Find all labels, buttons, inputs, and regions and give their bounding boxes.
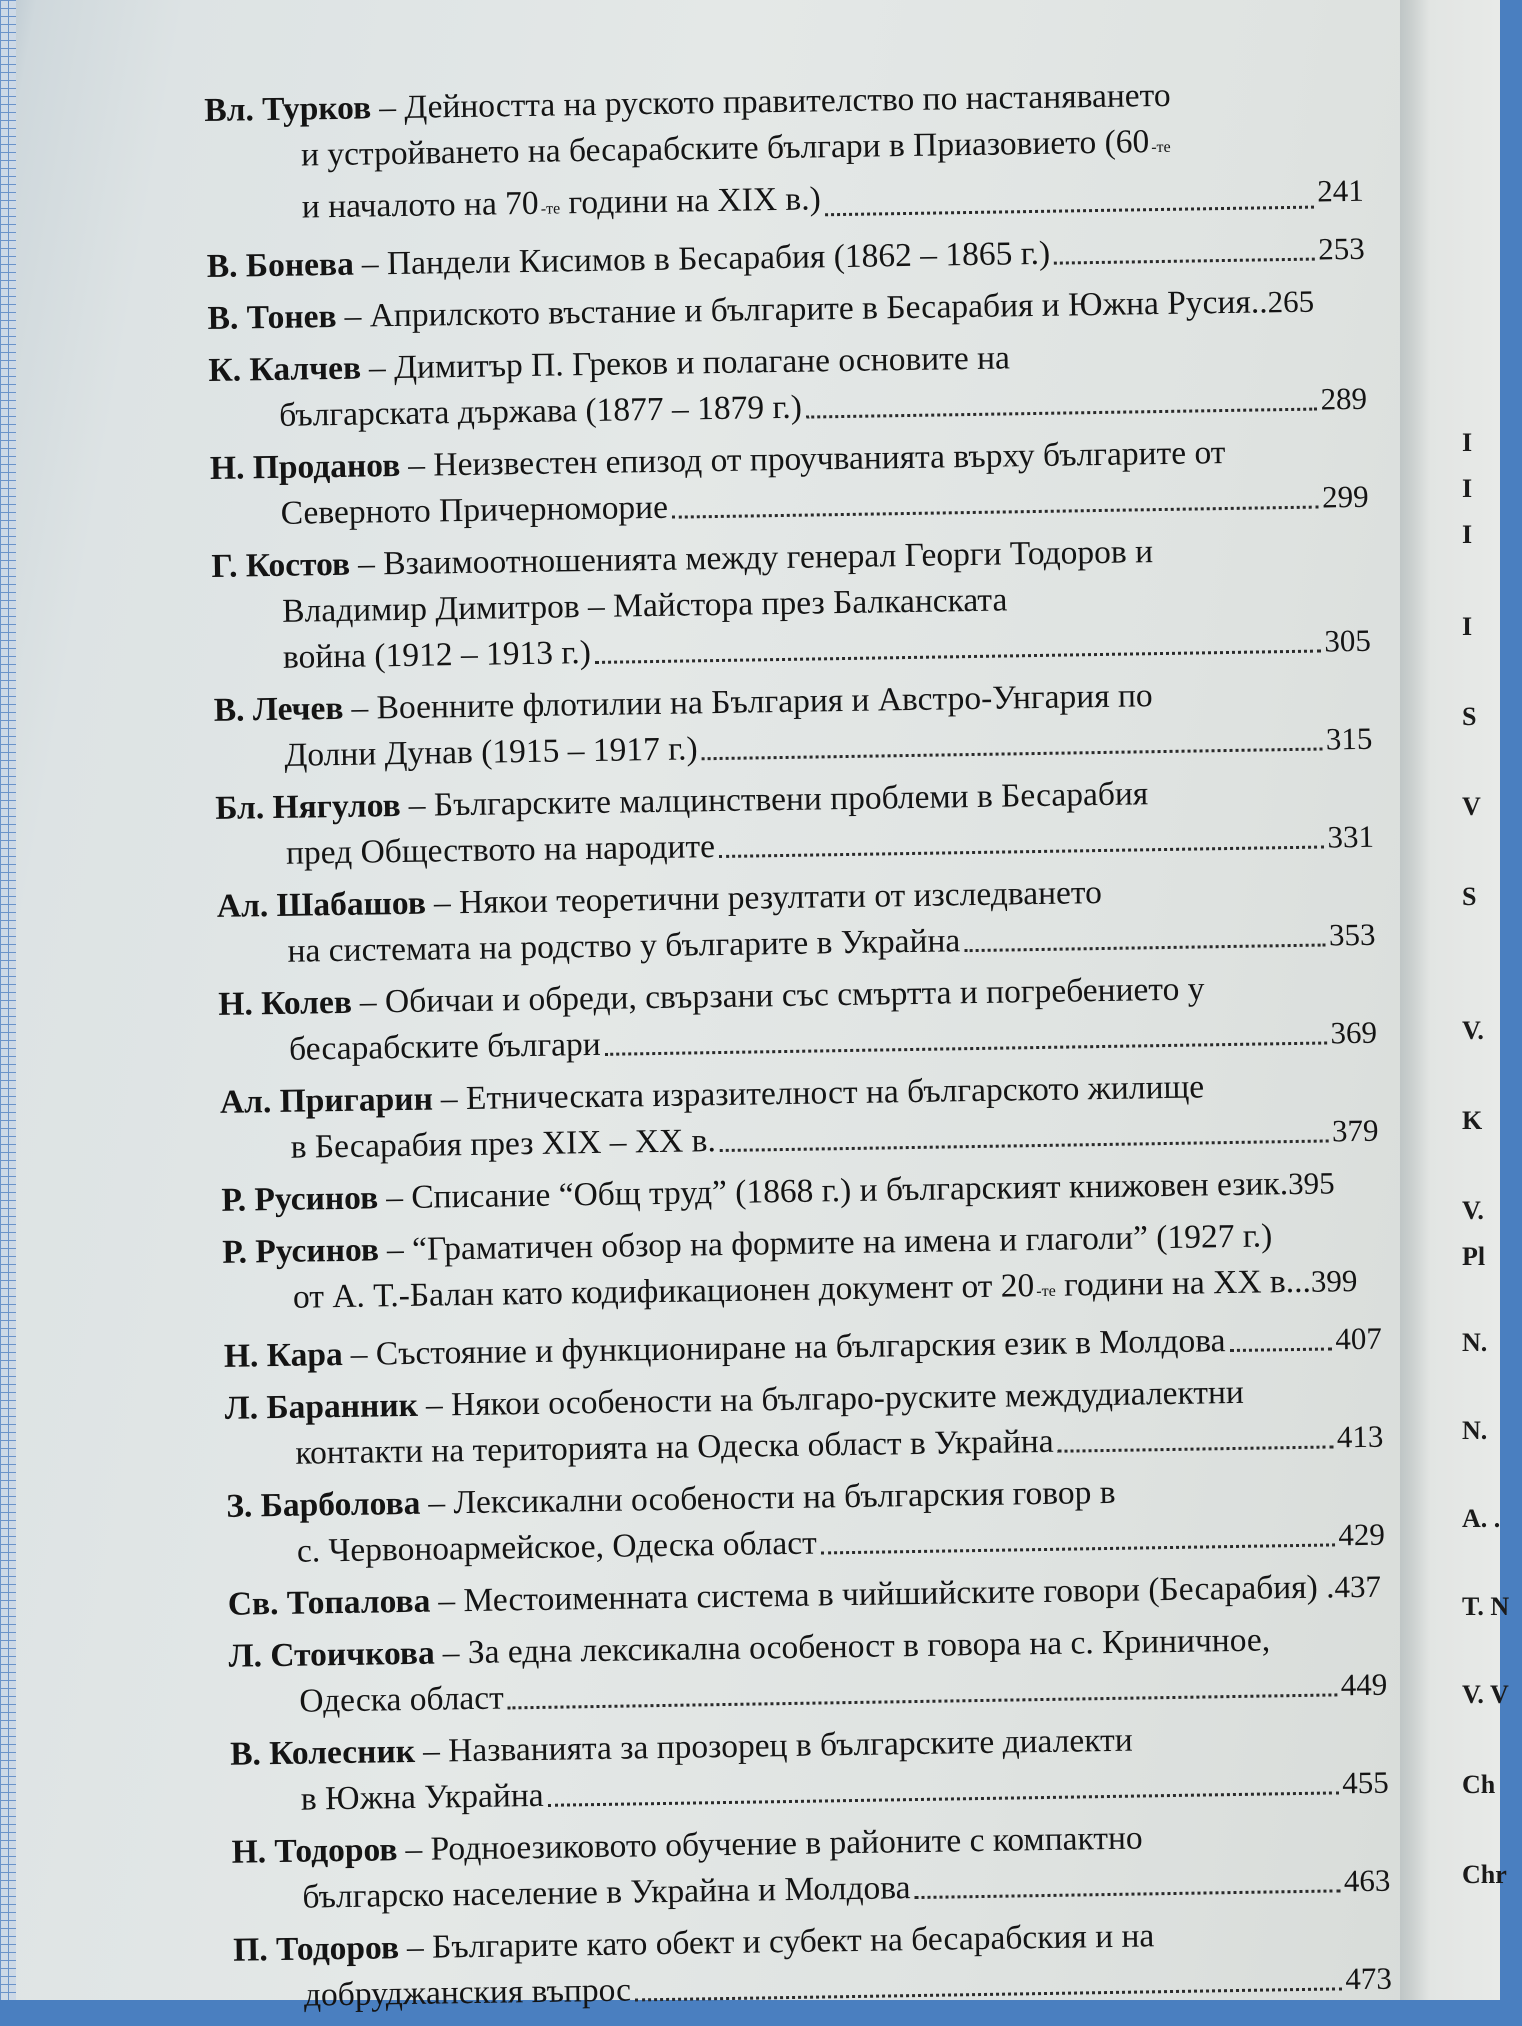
entry-title-line: българско население в Украйна и Молдова [302,1865,911,1921]
entry-author: Р. Русинов [222,1227,379,1275]
toc-entry [230,1714,1389,1824]
entry-author: В. Тонев [207,294,337,342]
toc-entry [210,428,1369,538]
fragment: V. V [1462,1680,1509,1710]
toc-entry [211,526,1371,682]
entry-title-line: Владимир Димитров – Майстора през Балканската [282,577,1008,634]
fragment: K [1462,1106,1482,1136]
entry-author: З. Барболова [226,1481,421,1530]
entry-author: В. Бонева [206,242,354,290]
toc-entry [204,70,1364,238]
page-number: 315 [1326,716,1373,763]
fragment: I [1462,520,1472,550]
entry-title-line: контакти на територията на Одеска област в Украйна [295,1419,1054,1477]
fragment: Chr [1462,1860,1507,1890]
page-number: 473 [1345,1956,1392,2003]
entry-author: Вл. Турков [204,85,372,134]
fragment: S [1462,702,1476,732]
toc-entry [220,1062,1379,1172]
entry-title-line: Северното Причерноморие [280,485,668,537]
fragment: A. . [1462,1504,1500,1534]
dot-leader [508,1692,1337,1709]
entry-author: Г. Костов [211,542,350,590]
page-number: 455 [1342,1760,1389,1807]
dot-leader [595,649,1321,664]
entry-author: Н. Проданов [210,443,401,492]
fragment: S [1462,882,1476,912]
table-of-contents [204,70,1392,2026]
toc-entry [217,866,1376,976]
entry-author: Р. Русинов [221,1175,378,1223]
entry-title: – Пандели Кисимов в Бесарабия (1862 – 1865 г.) [361,231,1050,288]
entry-title: – За една лексикална особеност в говора на с. Криничное, [442,1617,1270,1676]
page-number: 429 [1338,1512,1385,1559]
dot-leader [825,205,1314,217]
fragment: N. [1462,1328,1487,1358]
entry-title-line: Одеска област [299,1675,504,1724]
entry-author: К. Калчев [208,346,361,394]
page-number: 399 [1310,1258,1357,1305]
fragment: T. N [1462,1592,1509,1622]
page-number: 289 [1320,376,1367,423]
fragment: V [1462,792,1481,822]
entry-title-line: и устройването на бесарабските българи в Приазовието (60 [301,119,1150,178]
superscript: -те [1151,125,1171,171]
entry-author: Бл. Нягулов [215,783,401,832]
entry-title-line: години на XIX в.) [568,176,821,226]
page-number: 379 [1332,1108,1379,1155]
entry-title: – Взаимоотношенията между генерал Георги Тодоров и [358,529,1154,587]
page-number: 265 [1267,279,1314,326]
entry-title: – Априлското въстание и българите в Бесарабия и Южна Русия.. [344,279,1268,339]
page-number: 331 [1327,814,1374,861]
page-number: 407 [1335,1316,1382,1363]
entry-title: – Някои теоретични резултати от изследването [434,870,1103,926]
toc-entry [231,1812,1390,1922]
entry-title: – Обичаи и обреди, свързани със смъртта и погребението у [360,966,1205,1025]
dot-leader [964,942,1325,952]
entry-author: Н. Тодоров [231,1827,397,1876]
entry-title-line: Долни Дунав (1915 – 1917 г.) [284,726,698,778]
entry-title-line: в Южна Украйна [301,1773,544,1823]
fragment: I [1462,428,1472,458]
entry-title: – Лексикални особености на българския говор в [428,1470,1116,1527]
toc-entry [218,964,1377,1074]
dot-leader [719,845,1324,858]
grid-paper-edge [0,0,16,2000]
entry-author: Ал. Пригарин [220,1077,434,1126]
entry-title: – Българите като обект и субект на бесарабския и на [407,1913,1155,1971]
entry-author: Н. Кара [224,1332,344,1380]
dot-leader [635,1986,1341,2001]
dot-leader [672,505,1318,519]
superscript: -те [1036,1269,1056,1315]
dot-leader [806,407,1317,419]
dot-leader [821,1542,1335,1554]
toc-entry [224,1368,1383,1478]
toc-entry [233,1910,1392,2020]
page-number: 305 [1324,618,1371,665]
entry-author: Св. Топалова [227,1579,430,1628]
entry-title: – Дейността на руското правителство по настаняването [379,73,1171,131]
dot-leader [1054,257,1314,265]
dot-leader [548,1790,1339,1806]
entry-title: – Димитър П. Греков и полагане основите на [369,335,1011,391]
entry-title: – Списание “Общ труд” (1868 г.) и българският книжовен език. [386,1161,1289,1221]
entry-author: П. Тодоров [233,1925,399,1974]
fragment: I [1462,612,1472,642]
page-number: 413 [1336,1414,1383,1461]
page-number: 241 [1317,168,1364,215]
entry-title-line: бесарабските българи [289,1022,601,1073]
entry-title: – Етническата изразителност на българското жилище [440,1064,1204,1122]
entry-title-line: и началото на 70 [302,181,539,231]
page-number: 437 [1334,1564,1381,1611]
entry-author: В. Лечев [213,686,343,734]
entry-author: Ал. Шабашов [217,881,427,930]
entry-title: – Местоименната система в чийшийските говори (Бесарабия) . [438,1564,1335,1624]
entry-title: – Названията за прозорец в българските диалекти [423,1718,1133,1775]
entry-title: – Някои особености на българо-руските междудиалектни [426,1370,1245,1429]
entry-title-line: българската държава (1877 – 1879 г.) [279,385,802,439]
entry-author: Н. Колев [218,980,352,1028]
dot-leader [915,1888,1340,1899]
entry-author: Л. Стоичкова [228,1631,435,1680]
entry-title-line: с. Червоноармейское, Одеска област [297,1521,817,1575]
entry-title-line: война (1912 – 1913 г.) [283,630,592,681]
page-number: 449 [1340,1662,1387,1709]
page-number: 369 [1330,1010,1377,1057]
page-number: 395 [1288,1160,1335,1207]
toc-entry [226,1466,1385,1576]
entry-title: – Родноезиковото обучение в районите с компактно [405,1815,1143,1873]
entry-author: В. Колесник [230,1729,416,1778]
entry-title: – Неизвестен епизод от проучванията върху българите от [408,430,1226,489]
fragment: Pl [1462,1242,1485,1272]
entry-title: – Военните флотилии на България и Австро-Унгария по [351,673,1153,732]
toc-entry [215,768,1374,878]
toc-entry [222,1212,1381,1328]
entry-title-line: на системата на родство у българите в Украйна [287,918,960,975]
toc-entry [228,1616,1387,1726]
entry-title-line: добруджанския въпрос [304,1968,632,2019]
entry-author: Л. Баранник [224,1383,418,1432]
dot-leader [720,1138,1328,1152]
dot-leader [1230,1346,1332,1352]
page-number: 299 [1322,474,1369,521]
fragment: N. [1462,1416,1487,1446]
dot-leader [702,747,1322,761]
entry-title-line: пред Обществото на народите [286,824,716,877]
superscript: -те [540,186,560,232]
fragment: I [1462,474,1472,504]
toc-entry [208,330,1367,440]
fragment: V. [1462,1016,1484,1046]
dot-leader [605,1040,1327,1055]
next-page-fragments [1462,0,1522,2000]
entry-title-line: в Бесарабия през XIX – XX в. [290,1118,716,1171]
toc-entry [213,670,1372,780]
entry-title: – Състояние и функциониране на българския език в Молдова [350,1318,1225,1378]
entry-title: – Българските малцинствени проблеми в Бесарабия [408,771,1148,829]
page-number: 253 [1318,226,1365,273]
page-number: 463 [1343,1858,1390,1905]
entry-title: – “Граматичен обзор на формите на имена и глаголи” (1927 г.) [387,1213,1273,1273]
fragment: V. [1462,1196,1484,1226]
entry-title-line: от А. Т.-Балан като кодификационен документ от 20 [293,1263,1035,1321]
entry-title-line: години на XX в... [1064,1259,1311,1309]
dot-leader [1058,1444,1333,1452]
fragment: Ch [1462,1770,1495,1800]
page-number: 353 [1329,912,1376,959]
